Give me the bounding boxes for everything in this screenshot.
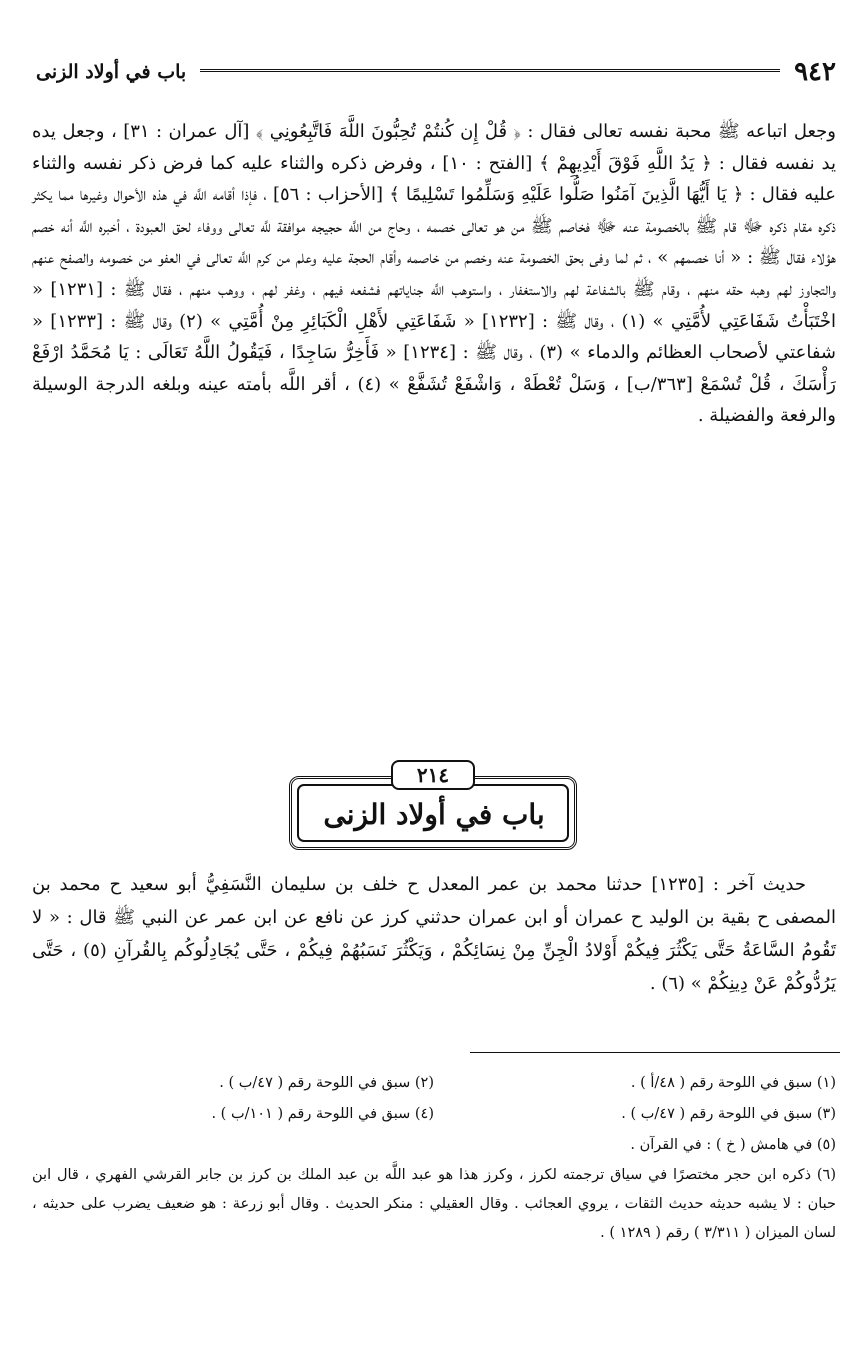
main-paragraph xyxy=(32,116,836,432)
footnote-row xyxy=(32,1068,836,1099)
chapter-title: باب في أولاد الزنى xyxy=(323,798,545,831)
footnote-6: (٦) ذكره ابن حجر مختصرًا في سياق ترجمته لكرز ، وكرز هذا هو عبد اللَّه بن عبد الملك بن كرز بن جابر القرشي الفهري ، قال ابن حبان : لا يشبه حديثه حديث الثقات ، يروي العجائب . وقال العقيلي : منكر الحديث . وقال أبو زرعة : هو ضعيف يضرب على حديثه ، لسان الميزان ( ٣/٣١١ ) رقم ( ١٢٨٩ ) . xyxy=(32,1167,836,1241)
footnote-2: (٢) سبق في اللوحة رقم ( ٤٧/ب ) . xyxy=(219,1075,434,1091)
hadith-text: حديث آخر : [١٢٣٥] حدثنا محمد بن عمر المعدل ح خلف بن سليمان النَّسَفِيُّ أبو سعيد ح محمد بن المصفى ح بقية بن الوليد ح عمران أو ابن عمران حدثني كرز عن نافع عن ابن عمر عن النبي ﷺ قال : « لا تَقُومُ السَّاعَةُ حَتَّى يَكْثُرَ فِيكُمْ أَوْلادُ الْجِنِّ مِنْ نِسَائِكُمْ ، وَيَكْثُرَ نَسَبُهُمْ فِيكُمْ ، حَتَّى يُجَادِلُوكُم بِالقُرآنِ (٥) ، حَتَّى يَرُدُّوكُمْ عَنْ دِينِكُمْ » (٦) . xyxy=(32,874,836,994)
page-number: ٩٤٢ xyxy=(794,57,836,87)
footnote-4: (٤) سبق في اللوحة رقم ( ١٠١/ب ) . xyxy=(211,1106,434,1122)
footnote-5: (٥) في هامش ( خ ) : في القرآن . xyxy=(630,1137,836,1153)
header-rule xyxy=(200,69,780,75)
running-title: باب في أولاد الزنى xyxy=(36,61,187,83)
footnote-rule xyxy=(470,1052,840,1053)
footnotes xyxy=(32,1068,836,1248)
footnote-3: (٣) سبق في اللوحة رقم ( ٤٧/ب ) . xyxy=(621,1106,836,1122)
chapter-number: ٢١٤ xyxy=(391,760,475,790)
paragraph-text: وجعل اتباعه ﷺ محبة نفسه تعالى فقال : ﴿ قُلْ إِن كُنتُمْ تُحِبُّونَ اللَّهَ فَاتَّبِعُونِي ﴾ [آل عمران : ٣١] ، وجعل يده يد نفسه فقال : ﴿ يَدُ اللَّهِ فَوْقَ أَيْدِيهِمْ ﴾ [الفتح : ١٠] ، وفرض ذكره والثناء عليه كما فرض ذكر نفسه والثناء عليه فقال : ﴿ يَا أَيُّهَا الَّذِينَ آمَنُوا صَلُّوا عَلَيْهِ وَسَلِّمُوا تَسْلِيمًا ﴾ [الأحزاب : ٥٦] ، فإذا أقامه اللَّه في هذه الأحوال وغيرها مما يكثر ذكره مقام ذكره ﷻ قام ﷺ بالخصومة عنه ﷻ فخاصم ﷺ من هو تعالى خصمه ، وحاج من اللَّه حجيجه موافقة للَّه تعالى ووفاء لحق العبودة ، أخبره اللَّه أنه خصم هؤلاء فقال ﷺ : « أنا خصمهم » ، ثم لما وفى بحق الخصومة عنه وخصم من خاصمه وأقام الحجة عليه وعلم من كرم اللَّه تعالى في العفو من خصومه والصفح عنهم والتجاوز لهم وهبه حقه منهم ، وقام ﷺ بالشفاعة لهم والاستغفار ، واستوهب اللَّه جناياتهم فشفعه فيهم ، وغفر لهم ، ووهب منهم ، فقال ﷺ : [١٢٣١] « اخْتَبَأْتُ شَفَاعَتِي لأُمَّتِي » (١) ، وقال ﷺ : [١٢٣٢] « شَفَاعَتِي لأَهْلِ الْكَبَائِرِ مِنْ أُمَّتِي » (٢) وقال ﷺ : [١٢٣٣] « شفاعتي لأصحاب العظائم والدماء » (٣) ، وقال ﷺ : [١٢٣٤] « فَأَخِرُّ سَاجِدًا ، فَيَقُولُ اللَّهُ تَعَالَى : يَا مُحَمَّدُ ارْفَعْ رَأْسَكَ ، قُلْ تُسْمَعْ [٣٦٣/ب] ، وَسَلْ تُعْطَهْ ، وَاشْفَعْ تُشَفَّعْ » (٤) ، أقر اللَّه بأمته عينه وبلغه الدرجة الوسيلة والرفعة والفضيلة . xyxy=(32,121,837,427)
hadith-section xyxy=(32,868,836,1000)
footnote-row xyxy=(32,1099,836,1130)
chapter-heading-box xyxy=(289,760,579,852)
footnote-1: (١) سبق في اللوحة رقم ( ٤٨/أ ) . xyxy=(630,1075,836,1091)
running-header xyxy=(36,52,836,92)
